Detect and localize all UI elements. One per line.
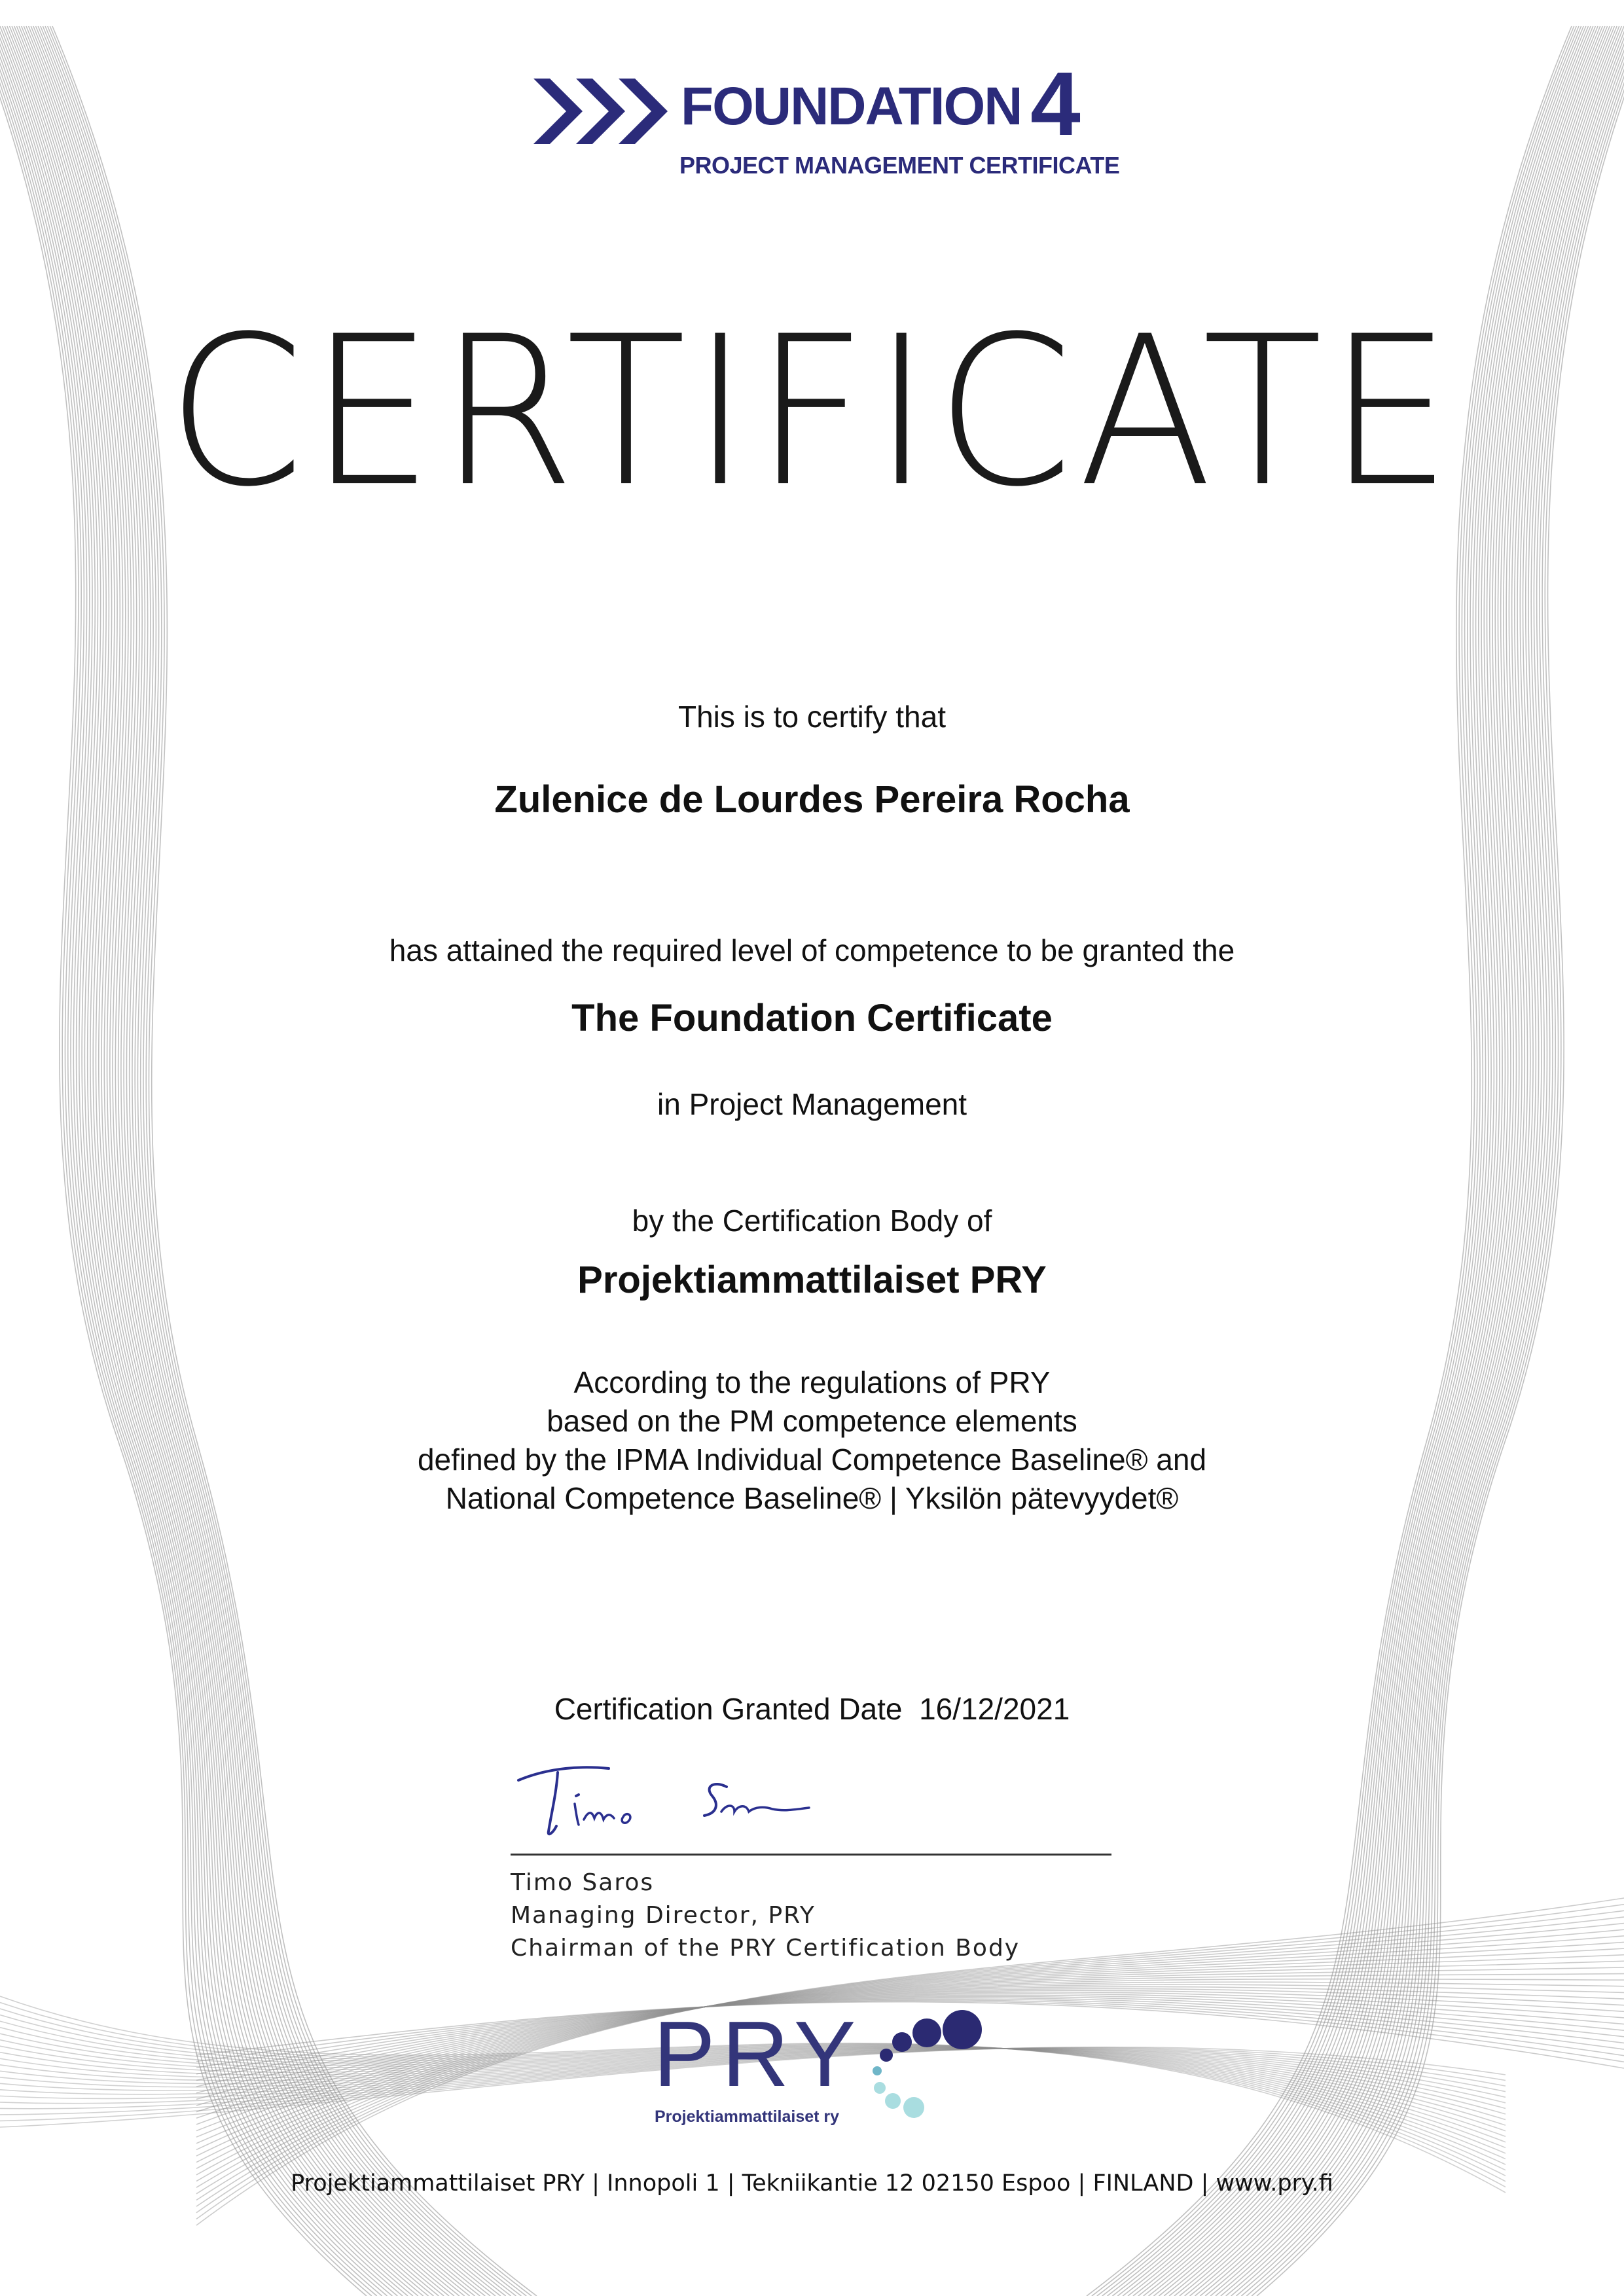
logo-subtitle: PROJECT MANAGEMENT CERTIFICATE bbox=[679, 152, 1120, 179]
regulations-line-1: According to the regulations of PRY bbox=[573, 1365, 1051, 1399]
pry-logo-subtitle: Projektiammattilaiset ry bbox=[655, 2108, 840, 2126]
signature-line bbox=[511, 1854, 1111, 1856]
logo-word: FOUNDATION bbox=[681, 77, 1022, 136]
field-text: in Project Management bbox=[657, 1087, 967, 1121]
pry-logo bbox=[653, 2002, 994, 2165]
certificate-name: The Foundation Certificate bbox=[571, 997, 1053, 1039]
regulations-line-4: National Competence Baseline® | Yksilön pätevyydet® bbox=[445, 1481, 1179, 1515]
signer-role: Managing Director, PRY bbox=[511, 1902, 816, 1929]
foundation-4-logo bbox=[525, 54, 1120, 191]
signature-image bbox=[511, 1741, 825, 1846]
signer-name: Timo Saros bbox=[511, 1869, 655, 1896]
body-intro: by the Certification Body of bbox=[632, 1204, 992, 1238]
certification-body: Projektiammattilaiset PRY bbox=[577, 1259, 1047, 1301]
regulations-line-3: defined by the IPMA Individual Competence Baseline® and bbox=[417, 1443, 1207, 1477]
certificate-title: CERTIFICATE bbox=[167, 292, 1457, 532]
chevrons-icon bbox=[530, 72, 681, 151]
regulations-line-2: based on the PM competence elements bbox=[547, 1404, 1077, 1438]
logo-number: 4 bbox=[1030, 54, 1081, 154]
granted-date-row bbox=[0, 1691, 1624, 1727]
granted-date: 16/12/2021 bbox=[919, 1692, 1070, 1726]
attained-text: has attained the required level of competence to be granted the bbox=[389, 933, 1235, 967]
dots-icon bbox=[864, 2008, 995, 2126]
pry-logo-word: PRY bbox=[653, 2002, 863, 2106]
certify-intro: This is to certify that bbox=[677, 700, 946, 734]
recipient-name: Zulenice de Lourdes Pereira Rocha bbox=[494, 778, 1130, 821]
signer-role-2: Chairman of the PRY Certification Body bbox=[511, 1935, 1020, 1962]
footer-address: Projektiammattilaiset PRY | Innopoli 1 | Tekniikantie 12 02150 Espoo | FINLAND | www.pry.fi bbox=[291, 2170, 1333, 2197]
granted-label: Certification Granted Date bbox=[554, 1692, 903, 1726]
